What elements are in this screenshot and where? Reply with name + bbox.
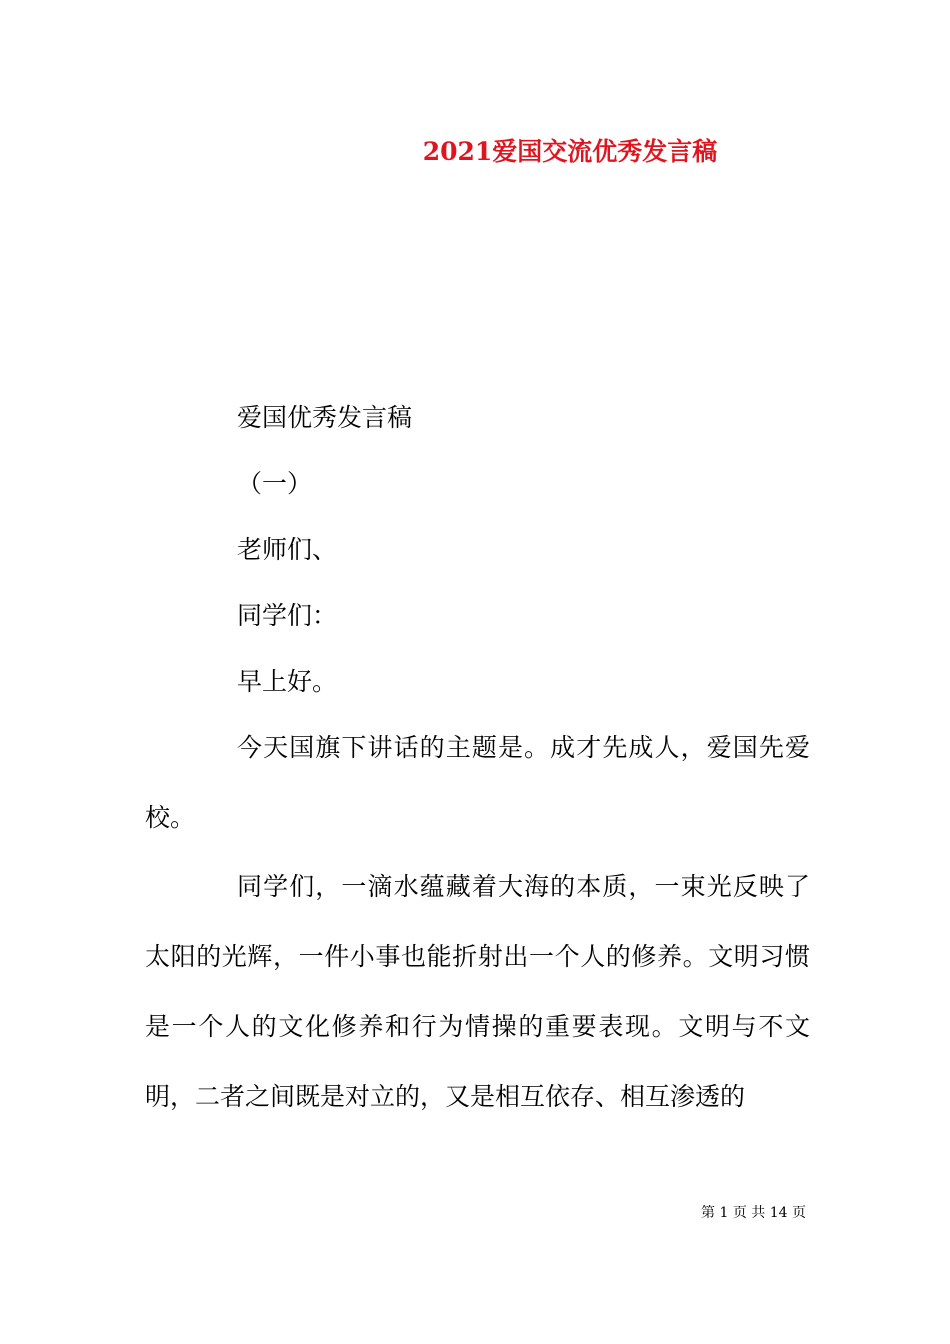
greeting-students: 同学们： (237, 601, 338, 630)
section-marker: （一） (237, 469, 313, 498)
subtitle: 爱国优秀发言稿 (237, 403, 413, 432)
paragraph-civility: 同学们，一滴水蕴藏着大海的本质，一束光反映了太阳的光辉，一件小事也能折射出一个人的修养。文明习惯是一个人的文化修养和行为情操的重要表现。文明与不文明，二者之间既是对立的，又是相互依存、相互渗透的 (145, 872, 810, 1111)
paragraph-topic: 今天国旗下讲话的主题是。成才先成人，爱国先爱校。 (145, 733, 810, 832)
greeting-teachers: 老师们、 (237, 535, 338, 564)
document-title: 2021爱国交流优秀发言稿 (422, 137, 718, 166)
greeting-good-morning: 早上好。 (237, 667, 338, 696)
page-number-footer: 第 1 页 共 14 页 (701, 1205, 806, 1221)
